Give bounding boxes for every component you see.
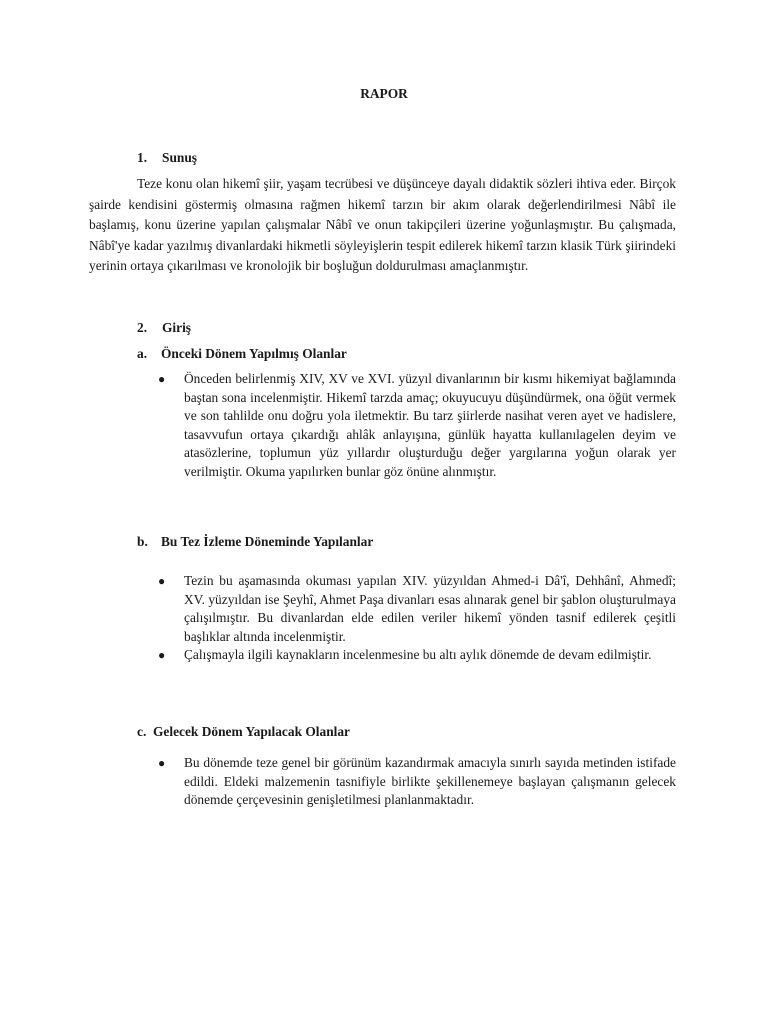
- bullet-dot-icon: ●: [158, 648, 166, 662]
- section-title: Giriş: [162, 320, 192, 335]
- section-heading-sunus: [137, 150, 197, 166]
- bullet-dot-icon: ●: [158, 574, 166, 588]
- section-number: 2.: [137, 320, 148, 335]
- list-item: [157, 754, 676, 810]
- subsection-heading-onceki: [137, 346, 347, 362]
- subsection-letter: a.: [137, 346, 148, 361]
- bullet-dot-icon: ●: [158, 756, 166, 770]
- subsection-heading-izleme: [137, 534, 373, 550]
- bullet-text: Bu dönemde teze genel bir görünüm kazandırmak amacıyla sınırlı sayıda metinden istifade edildi. Eldeki malzemenin tasnifiyle birlikte şekillenemeye başlayan çalışmanın gelecek dönemde çerçevesinin genişletilmesi planlanmaktadır.: [184, 755, 676, 807]
- izleme-bullet-list: [157, 572, 676, 665]
- bullet-text: Önceden belirlenmiş XIV, XV ve XVI. yüzyıl divanlarının bir kısmı hikemiyat bağlamında baştan sona incelenmiştir. Hikemî tarzda amaç; okuyucuyu düşündürmek, ona öğüt vermek ve son tahlilde onu doğru yola iletmektir. Bu tarz şiirlerde nasihat veren ayet ve hadislere, tasavvufun ortaya çıkardığı ahlâk anlayışına, günlük hayatta kullanılagelen deyim ve atasözlerine, toplumun yüz yıllardır oluşturduğu değer yargılarına yoğun olarak yer verilmiştir. Okuma yapılırken bunlar göz önüne alınmıştır.: [184, 371, 676, 479]
- subsection-title: Gelecek Dönem Yapılacak Olanlar: [153, 724, 351, 739]
- subsection-letter: b.: [137, 534, 148, 549]
- bullet-text: Tezin bu aşamasında okuması yapılan XIV. yüzyıldan Ahmed-i Dâ'î, Dehhânî, Ahmedî; XV. yüzyıldan ise Şeyhî, Ahmet Paşa divanları esas alınarak genel bir şablon oluşturulmaya çalışılmıştır. Bu divanlardan elde edilen veriler hikemî yönden tasnif edilerek çeşitli başlıklar altında incelenmiştir.: [184, 573, 676, 644]
- list-item: [157, 646, 676, 665]
- list-item: [157, 572, 676, 646]
- subsection-title: Önceki Dönem Yapılmış Olanlar: [161, 346, 347, 361]
- sunus-paragraph: [89, 174, 676, 277]
- section-number: 1.: [137, 150, 148, 165]
- subsection-title: Bu Tez İzleme Döneminde Yapılanlar: [161, 534, 374, 549]
- document-title: RAPOR: [360, 86, 408, 101]
- section-heading-giris: [137, 320, 191, 336]
- bullet-dot-icon: ●: [158, 372, 166, 386]
- list-item: [157, 370, 676, 481]
- subsection-letter: c.: [137, 724, 147, 739]
- gelecek-bullet-list: [157, 754, 676, 810]
- sunus-paragraph-text: Teze konu olan hikemî şiir, yaşam tecrübesi ve düşünceye dayalı didaktik sözleri ihtiva eder. Birçok şairde kendisini göstermiş olmasına rağmen hikemî tarzın bir akım olarak değerlendirilmesi Nâbî ile başlamış, konu üzerine yapılan çalışmalar Nâbî ve onun takipçileri üzerine yoğunlaşmıştır. Bu çalışmada, Nâbî'ye kadar yazılmış divanlardaki hikmetli söyleyişlerin tespit edilerek hikemî tarzın klasik Türk şiirindeki yerinin ortaya çıkarılması ve kronolojik bir boşluğun doldurulması amaçlanmıştır.: [89, 176, 676, 273]
- subsection-heading-gelecek: [137, 724, 350, 740]
- section-title: Sunuş: [162, 150, 198, 165]
- bullet-text: Çalışmayla ilgili kaynakların incelenmesine bu altı aylık dönemde de devam edilmiştir.: [184, 647, 652, 662]
- onceki-bullet-list: [157, 370, 676, 481]
